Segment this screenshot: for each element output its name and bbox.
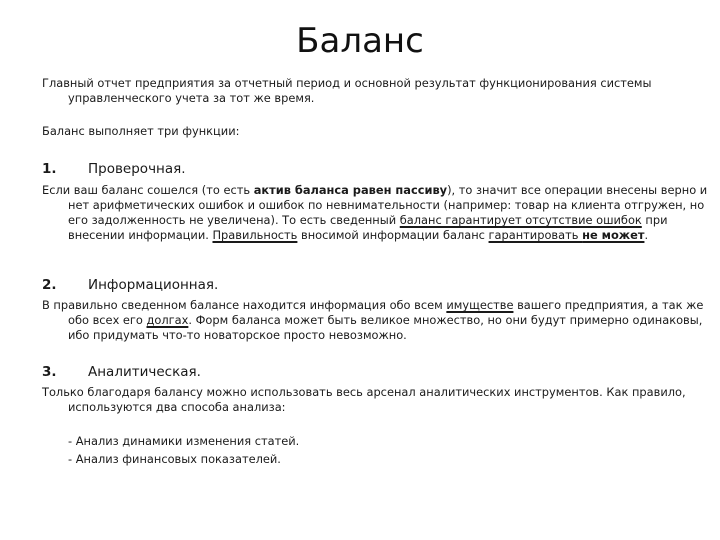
underlined-text: Правильность: [212, 228, 298, 242]
section-text-2: [42, 298, 718, 343]
section-heading-2: [42, 276, 218, 294]
section-title: Проверочная.: [88, 161, 186, 177]
text-run: вашего предприятия, а так же обо всех его: [68, 298, 704, 327]
underlined-text: баланс гарантирует отсутствие ошибок: [399, 213, 642, 227]
section-heading-1: [42, 160, 186, 178]
section-title: Аналитическая.: [88, 364, 201, 380]
list-item: - Анализ финансовых показателей.: [68, 452, 281, 466]
text-run: вносимой информации баланс: [297, 228, 489, 242]
text-run: ), то значит все операции внесены верно и нет арифметических ошибок и ошибок по невнимательности (например: товар на клиента отгружен, но его задолженность не увеличена). То есть сведенный: [68, 183, 708, 227]
section-number: 1.: [42, 161, 57, 177]
underlined-emphasis-text: не может: [582, 228, 645, 242]
text-run: Если ваш баланс сошелся (то есть: [42, 183, 254, 197]
text-run: . Форм баланса может быть великое множество, но они будут примерно одинаковы, ибо придумать что-то новаторское просто невозможно.: [68, 313, 703, 342]
section-title: Информационная.: [88, 277, 219, 293]
functions-intro: Баланс выполняет три функции:: [42, 124, 240, 138]
list-item: - Анализ динамики изменения статей.: [68, 434, 300, 448]
intro-paragraph: Главный отчет предприятия за отчетный период и основной результат функционирования системы управленческого учета за тот же время.: [42, 76, 652, 105]
section-number: 3.: [42, 364, 57, 380]
text-run: при внесении информации.: [68, 213, 668, 242]
section-text-3: Только благодаря балансу можно использовать весь арсенал аналитических инструментов. Как правило, используются два способа анализа:: [42, 385, 686, 414]
analysis-list: [68, 432, 299, 468]
section-number: 2.: [42, 277, 57, 293]
underlined-text: долгах: [146, 313, 189, 327]
slide-title: Баланс: [296, 21, 424, 61]
section-heading-3: [42, 363, 201, 381]
text-run: В правильно сведенном балансе находится информация обо всем: [42, 298, 447, 312]
text-run: .: [644, 228, 649, 242]
section-text-1: [42, 183, 718, 243]
emphasis-text: актив баланса равен пассиву: [253, 183, 448, 197]
underlined-text: имуществе: [446, 298, 514, 312]
underlined-text: гарантировать: [488, 228, 583, 242]
